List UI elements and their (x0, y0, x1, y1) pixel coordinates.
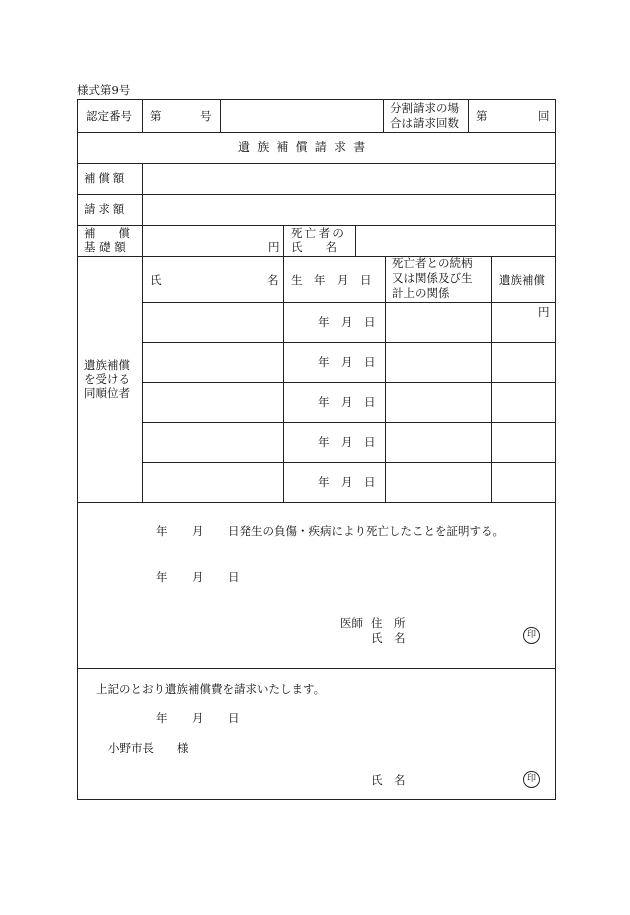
claim-month: 月 (192, 711, 204, 725)
compensation-amount-label: 補償額 (84, 171, 128, 185)
survivor-relation-header-2: 又は関係及び生 (392, 271, 473, 285)
survivor-row-5-birth: 年 月 日 (318, 475, 376, 489)
claim-form-sheet (77, 99, 556, 800)
cert-date-year: 年 (156, 570, 168, 584)
rule-cert-value-right (220, 100, 221, 132)
survivors-side-label-2: を受ける (84, 372, 130, 386)
deceased-name-label-2: 氏 名 (291, 240, 337, 254)
rule-survivor-birth-right (385, 256, 386, 502)
deceased-name-label-1: 死亡者の (291, 226, 347, 240)
rule-label-column (142, 163, 143, 502)
cert-date-month: 月 (192, 570, 204, 584)
split-claim-suffix: 回 (538, 109, 550, 123)
rule-survivor-row2-bottom (142, 382, 555, 383)
rule-split-label-left (383, 100, 384, 132)
survivor-row-1-amount-unit: 円 (538, 305, 550, 319)
rule-survivor-relation-right (491, 256, 492, 502)
cert-year: 年 (156, 524, 168, 538)
doctor-label: 医師 (340, 616, 363, 630)
base-amount-label-1: 補 償 (84, 226, 130, 240)
cert-month: 月 (192, 524, 204, 538)
rule-title-top (78, 132, 555, 133)
split-claim-prefix: 第 (476, 109, 488, 123)
claim-amount-label: 請求額 (84, 202, 128, 216)
base-amount-yen: 円 (268, 240, 280, 254)
split-claim-label-1: 分割請求の場 (390, 101, 459, 115)
rule-certification-bottom (78, 668, 555, 669)
form-title: 遺族補償請求書 (238, 140, 373, 154)
doctor-name-label: 氏 名 (371, 631, 406, 645)
rule-split-label-right (468, 100, 469, 132)
rule-survivor-row4-bottom (142, 462, 555, 463)
form-number-label: 様式第9号 (77, 83, 131, 97)
claimant-name-label: 氏 名 (371, 773, 406, 787)
rule-survivor-name-right (283, 256, 284, 502)
addressee: 小野市長 (108, 741, 154, 755)
rule-cert-label-right (142, 100, 143, 132)
survivor-row-1-birth: 年 月 日 (318, 315, 376, 329)
cert-number-label: 認定番号 (86, 109, 132, 123)
survivor-row-2-birth: 年 月 日 (318, 355, 376, 369)
addressee-honorific: 様 (177, 741, 189, 755)
claim-year: 年 (156, 711, 168, 725)
survivor-name-header-right: 名 (267, 273, 279, 287)
rule-title-bottom (78, 163, 555, 164)
doctor-seal-icon: 印 (523, 627, 540, 644)
rule-survivor-row3-bottom (142, 422, 555, 423)
claimant-seal-icon: 印 (523, 771, 540, 788)
cert-date-day: 日 (228, 570, 240, 584)
survivor-name-header-left: 氏 (150, 273, 162, 287)
survivors-side-label-3: 同順位者 (84, 386, 130, 400)
rule-base-yen-right (283, 225, 284, 256)
rule-survivor-row1-bottom (142, 342, 555, 343)
cert-number-prefix: 第 (150, 109, 162, 123)
split-claim-label-2: 合は請求回数 (390, 116, 459, 130)
survivor-relation-header-1: 死亡者との続柄 (392, 256, 473, 270)
claim-statement: 上記のとおり遺族補償費を請求いたします。 (96, 682, 326, 696)
survivor-birth-header: 生 年 月 日 (291, 273, 372, 287)
survivor-row-4-birth: 年 月 日 (318, 435, 376, 449)
cert-statement: 日発生の負傷・疾病により死亡したことを証明する。 (228, 524, 504, 538)
survivor-row-3-birth: 年 月 日 (318, 395, 376, 409)
base-amount-label-2: 基 礎 額 (84, 240, 126, 254)
claim-day: 日 (228, 711, 240, 725)
rule-deceased-label-right (355, 225, 356, 256)
rule-base-bottom (78, 256, 555, 257)
rule-survivor-header-bottom (142, 302, 555, 303)
doctor-address-label: 住 所 (371, 616, 406, 630)
survivors-side-label-1: 遺族補償 (84, 358, 130, 372)
cert-number-suffix: 号 (200, 109, 212, 123)
rule-comp-bottom (78, 194, 555, 195)
survivor-relation-header-3: 計上の関係 (392, 286, 450, 300)
rule-survivor-table-bottom (78, 502, 555, 503)
survivor-amount-header: 遺族補償 (499, 273, 545, 287)
